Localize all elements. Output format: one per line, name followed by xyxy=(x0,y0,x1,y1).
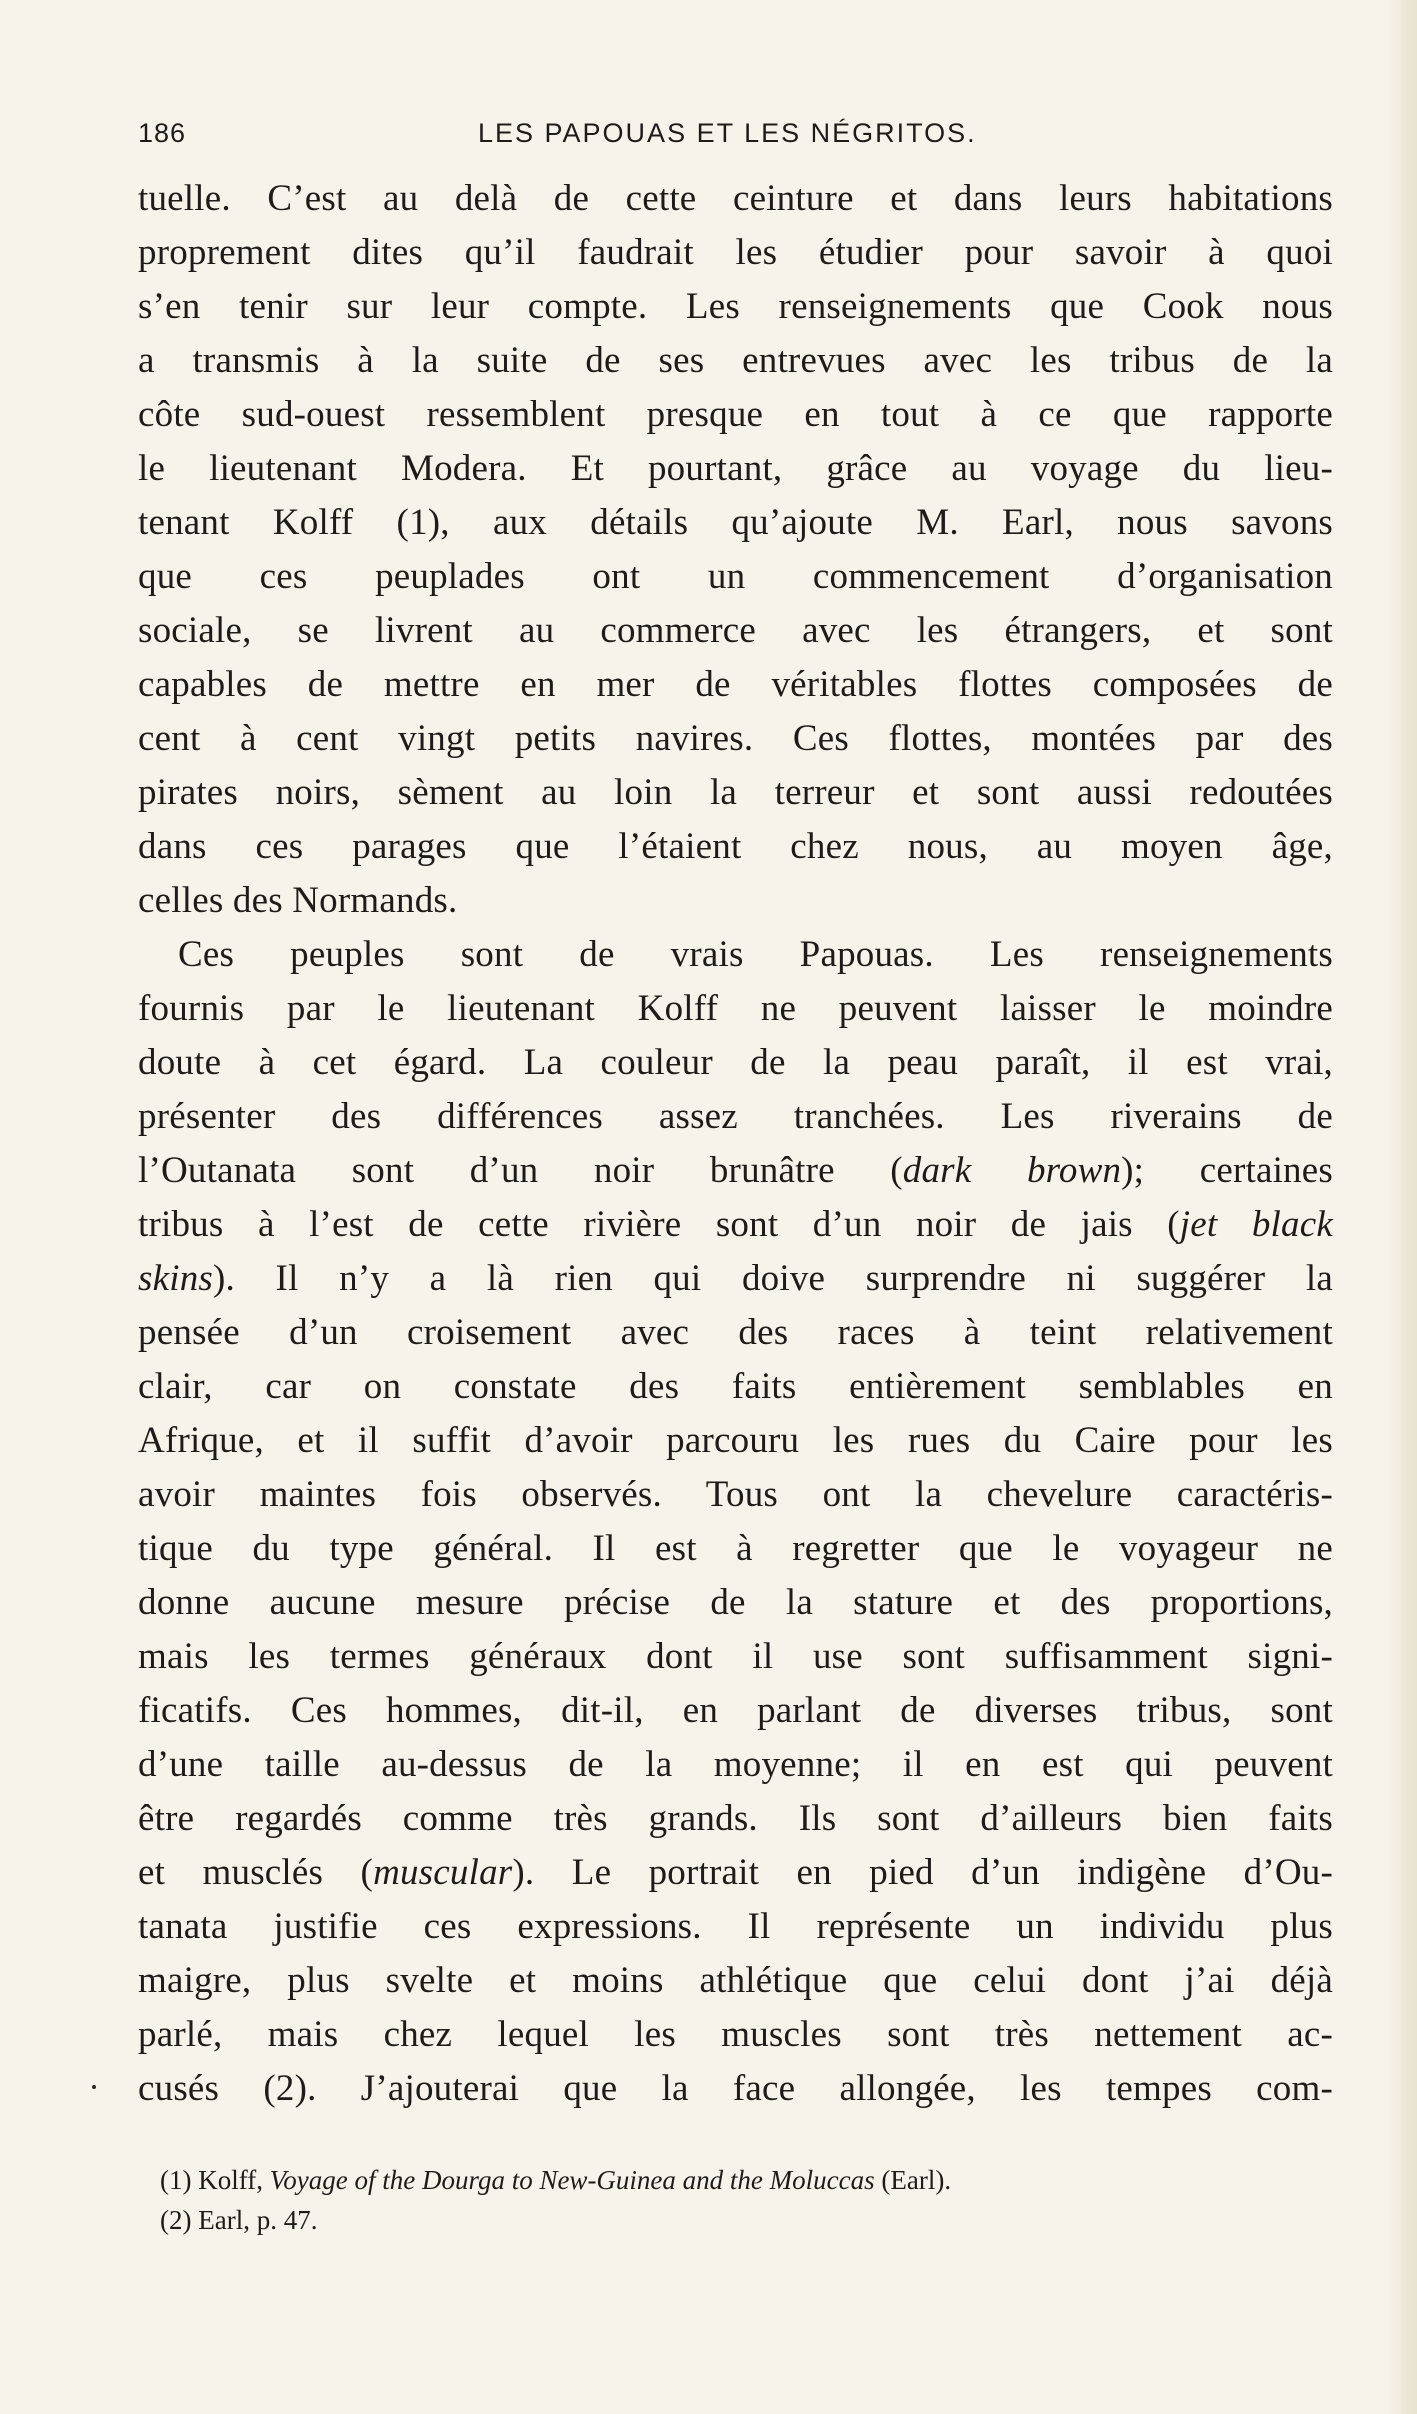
footnote-2: (2) Earl, p. 47. xyxy=(160,2205,318,2235)
text-line: tuelle. C’est au delà de cette ceinture et dans leurs habitations xyxy=(138,178,1333,219)
page-number: 186 xyxy=(138,118,187,148)
text-line: tique du type général. Il est à regretter que le voyageur ne xyxy=(138,1528,1333,1569)
text-line: d’une taille au-dessus de la moyenne; il en est qui peuvent xyxy=(138,1744,1333,1785)
text-line: ficatifs. Ces hommes, dit-il, en parlant de diverses tribus, sont xyxy=(138,1690,1333,1731)
text-line: être regardés comme très grands. Ils sont d’ailleurs bien faits xyxy=(138,1798,1333,1839)
text-line: Afrique, et il suffit d’avoir parcouru les rues du Caire pour les xyxy=(138,1420,1333,1461)
text-line: cusés (2). J’ajouterai que la face allongée, les tempes com- xyxy=(138,2068,1333,2109)
text-line: clair, car on constate des faits entièrement semblables en xyxy=(138,1366,1333,1407)
text-line: pirates noirs, sèment au loin la terreur et sont aussi redoutées xyxy=(138,772,1333,813)
body-text xyxy=(138,172,1333,2116)
text-line: pensée d’un croisement avec des races à teint relativement xyxy=(138,1312,1333,1353)
footnotes xyxy=(160,2160,1260,2240)
text-line: que ces peuplades ont un commencement d’organisation xyxy=(138,556,1333,597)
running-title: LES PAPOUAS ET LES NÉGRITOS. xyxy=(478,118,977,148)
text-line: proprement dites qu’il faudrait les étudier pour savoir à quoi xyxy=(138,232,1333,273)
text-line: tribus à l’est de cette rivière sont d’un noir de jais (jet black xyxy=(138,1204,1333,1245)
paragraph-start-line: Ces peuples sont de vrais Papouas. Les renseignements xyxy=(178,934,1333,975)
text-line: donne aucune mesure précise de la stature et des proportions, xyxy=(138,1582,1333,1623)
text-line: cent à cent vingt petits navires. Ces flottes, montées par des xyxy=(138,718,1333,759)
text-line: présenter des différences assez tranchées. Les riverains de xyxy=(138,1096,1333,1137)
text-line: celles des Normands. xyxy=(138,880,458,921)
text-line: capables de mettre en mer de véritables flottes composées de xyxy=(138,664,1333,705)
text-line: côte sud-ouest ressemblent presque en tout à ce que rapporte xyxy=(138,394,1333,435)
text-line: avoir maintes fois observés. Tous ont la chevelure caractéris- xyxy=(138,1474,1333,1515)
text-line: sociale, se livrent au commerce avec les étrangers, et sont xyxy=(138,610,1333,651)
footnote-1: (1) Kolff, Voyage of the Dourga to New-Guinea and the Moluccas (Earl). xyxy=(160,2165,952,2195)
text-line: skins). Il n’y a là rien qui doive surprendre ni suggérer la xyxy=(138,1258,1333,1299)
margin-mark xyxy=(92,2085,96,2089)
text-line: l’Outanata sont d’un noir brunâtre (dark brown); certaines xyxy=(138,1150,1333,1191)
text-line: tenant Kolff (1), aux détails qu’ajoute M. Earl, nous savons xyxy=(138,502,1333,543)
text-line: dans ces parages que l’étaient chez nous, au moyen âge, xyxy=(138,826,1333,867)
text-line: et musclés (muscular). Le portrait en pied d’un indigène d’Ou- xyxy=(138,1852,1333,1893)
gutter-shadow xyxy=(1387,0,1417,2414)
text-line: le lieutenant Modera. Et pourtant, grâce au voyage du lieu- xyxy=(138,448,1333,489)
text-line: parlé, mais chez lequel les muscles sont très nettement ac- xyxy=(138,2014,1333,2055)
text-line: s’en tenir sur leur compte. Les renseignements que Cook nous xyxy=(138,286,1333,327)
running-head xyxy=(138,118,1338,158)
text-line: doute à cet égard. La couleur de la peau paraît, il est vrai, xyxy=(138,1042,1333,1083)
text-line: tanata justifie ces expressions. Il représente un individu plus xyxy=(138,1906,1333,1947)
text-line: fournis par le lieutenant Kolff ne peuvent laisser le moindre xyxy=(138,988,1333,1029)
text-line: maigre, plus svelte et moins athlétique que celui dont j’ai déjà xyxy=(138,1960,1333,2001)
text-line: a transmis à la suite de ses entrevues avec les tribus de la xyxy=(138,340,1333,381)
text-line: mais les termes généraux dont il use sont suffisamment signi- xyxy=(138,1636,1333,1677)
